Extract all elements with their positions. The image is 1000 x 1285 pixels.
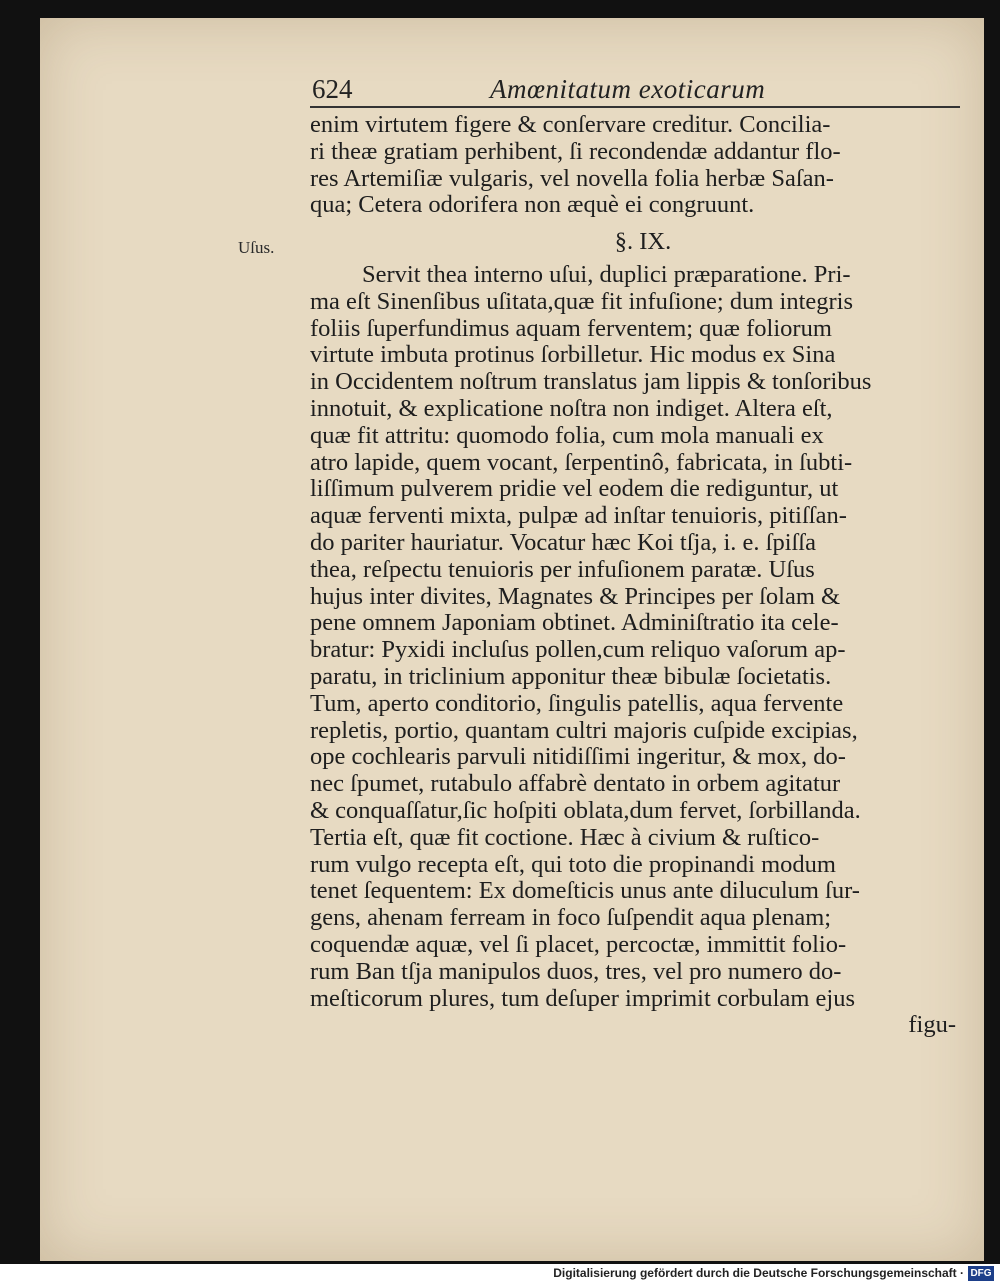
text-line: liſſimum pulverem pridie vel eodem die rediguntur, ut [310,475,839,503]
text-line: quæ fit attritu: quomodo folia, cum mola manuali ex [310,421,824,449]
text-line: innotuit, & explicatione noſtra non indiget. Altera eſt, [310,394,833,422]
text-line: ope cochlearis parvuli nitidiſſimi ingeritur, & mox, do- [310,743,846,771]
running-head: Amœnitatum exoticarum [490,74,766,104]
page-header [310,72,960,106]
text-line: Tertia eſt, quæ fit coctione. Hæc à civium & ruſtico- [310,823,820,851]
text-line: & conquaſſatur,ſic hoſpiti oblata,dum fervet, ſorbillanda. [310,796,861,824]
text-line: rum vulgo recepta eſt, qui toto die propinandi modum [310,850,836,878]
text-line: in Occidentem noſtrum translatus jam lippis & tonſoribus [310,368,872,396]
text-line: nec ſpumet, rutabulo affabrè dentato in orbem agitatur [310,770,841,798]
text-line: thea, reſpectu tenuioris per infuſionem paratæ. Uſus [310,555,815,583]
text-line: bratur: Pyxidi incluſus pollen,cum reliquo vaſorum ap- [310,636,846,664]
text-line: qua; Cetera odorifera non æquè ei congruunt. [310,191,755,219]
text-line: Tum, aperto conditorio, ſingulis patellis, aqua fervente [310,689,844,717]
text-line: paratu, in triclinium apponitur theæ bibulæ ſocietatis. [310,662,832,690]
text-line: pene omnem Japoniam obtinet. Adminiſtratio ita cele- [310,609,839,637]
text-line: virtute imbuta protinus ſorbilletur. Hic modus ex Sina [310,341,836,369]
dfg-logo: DFG [968,1266,994,1281]
text-line: ma eſt Sinenſibus uſitata,quæ fit infuſione; dum integris [310,287,854,315]
text-line: rum Ban tſja manipulos duos, tres, vel pro numero do- [310,957,842,985]
text-line: ri theæ gratiam perhibent, ſi recondendæ addantur flo- [310,137,841,165]
text-line: aquæ ferventi mixta, pulpæ ad inſtar tenuioris, pitiſſan- [310,502,847,530]
section-heading: §. IX. [614,228,672,256]
text-line: Servit thea interno uſui, duplici præparatione. Pri- [362,260,851,288]
text-line: res Artemiſiæ vulgaris, vel novella folia herbæ Saſan- [310,164,834,192]
page-number: 624 [312,74,353,104]
text-line: gens, ahenam ferream in foco ſuſpendit aqua plenam; [310,904,832,932]
margin-note: Uſus. [238,238,275,257]
header-rule [310,106,960,108]
text-line: meſticorum plures, tum deſuper imprimit corbulam ejus [310,984,856,1012]
text-line: hujus inter divites, Magnates & Principes per ſolam & [310,582,841,610]
text-line: tenet ſequentem: Ex domeſticis unus ante diluculum ſur- [310,877,860,905]
body-text [310,112,956,1039]
catchword: figu- [908,1011,956,1039]
text-line: atro lapide, quem vocant, ſerpentinô, fabricata, in ſubti- [310,448,853,476]
text-line: enim virtutem figere & conſervare creditur. Concilia- [310,111,831,138]
text-line: coquendæ aquæ, vel ſi placet, percoctæ, immittit folio- [310,930,847,958]
funding-credit: Digitalisierung gefördert durch die Deutsche Forschungsgemeinschaft · [553,1266,964,1280]
text-line: repletis, portio, quantam cultri majoris cuſpide excipias, [310,716,858,744]
text-line: foliis ſuperfundimus aquam ferventem; quæ foliorum [310,314,832,342]
text-line: do pariter hauriatur. Vocatur hæc Koi tſja, i. e. ſpiſſa [310,528,816,556]
